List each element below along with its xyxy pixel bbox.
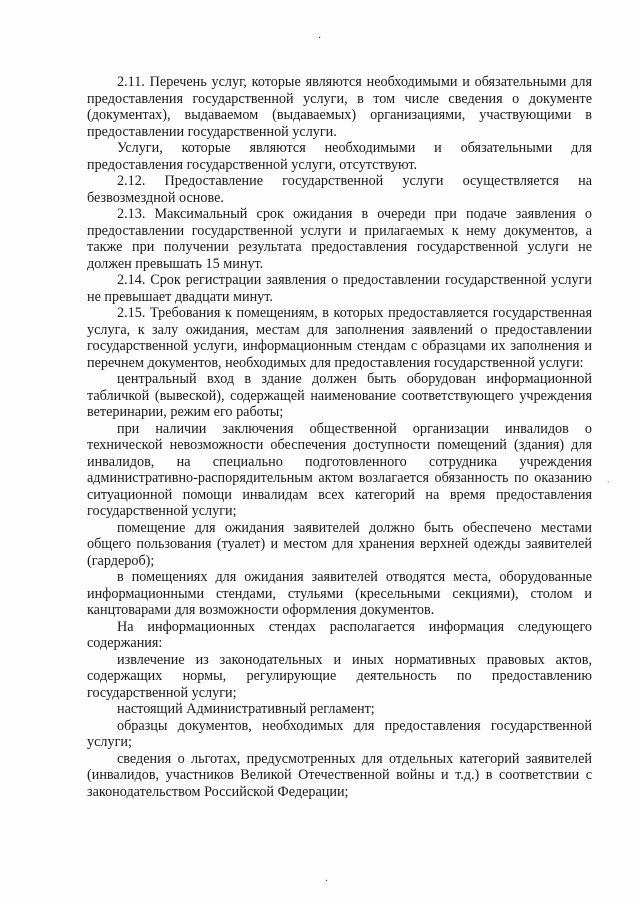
paragraph-2-12: 2.12. Предоставление государственной услуги осуществляется на безвозмездной основе. [87,173,592,206]
paragraph-waiting-equipment: в помещениях для ожидания заявителей отводятся места, оборудованные информационными стендами, стульями (кресельными секциями), столом и канцтоварами для возможности оформления документов. [87,569,592,618]
paragraph-2-15: 2.15. Требования к помещениям, в которых предоставляется государственная услуга, к залу ожидания, местам для заполнения заявлений о предоставлении государственной услуги, информационным стендам с образцами их заполнения и перечнем документов, необходимых для предоставления государственной услуги: [87,305,592,371]
paragraph-services-absent: Услуги, которые являются необходимыми и обязательными для предоставления государственной услуги, отсутствуют. [87,140,592,173]
paragraph-disabled-access: при наличии заключения общественной организации инвалидов о технической невозможности обеспечения доступности помещений (здания) для инвалидов, на специально подготовленного сотрудника учреждения административно-распорядительным актом возлагается обязанность по оказанию ситуационной помощи инвалидам всех категорий на время предоставления государственной услуги; [87,420,592,519]
scan-dot-mark: · [318,33,322,44]
paragraph-document-samples: образцы документов, необходимых для предоставления государственной услуги; [87,717,592,750]
paragraph-waiting-room: помещение для ожидания заявителей должно быть обеспечено местами общего пользования (туалет) и местом для хранения верхней одежды заявителей (гардероб); [87,519,592,569]
paragraph-2-13: 2.13. Максимальный срок ожидания в очереди при подаче заявления о предоставлении государственной услуги и прилагаемых к нему документов, а также при получении результата предоставления государственной услуги не должен превышать 15 минут. [87,206,592,272]
paragraph-2-11: 2.11. Перечень услуг, которые являются необходимыми и обязательными для предоставления государственной услуги, в том числе сведения о документе (документах), выдаваемом (выдаваемых) организациями, участвующими в предоставлении государственной услуги. [87,74,592,140]
scan-dot-mark: · [607,478,610,487]
paragraph-info-stands: На информационных стендах располагается информация следующего содержания: [87,618,592,651]
paragraph-central-entrance: центральный вход в здание должен быть оборудован информационной табличкой (вывеской), содержащей наименование соответствующего учреждения ветеринарии, режим его работы; [87,371,592,420]
paragraph-regulation: настоящий Административный регламент; [117,701,375,717]
paragraph-benefits: сведения о льготах, предусмотренных для отдельных категорий заявителей (инвалидов, участников Великой Отечественной войны и т.д.) в соответствии с законодательством Российской Федерации; [87,750,592,800]
scan-dot-mark: · [325,876,329,887]
document-body [87,74,592,800]
paragraph-2-14: 2.14. Срок регистрации заявления о предоставлении государственной услуги не превышает двадцати минут. [87,272,592,305]
paragraph-legal-extracts: извлечение из законодательных и иных нормативных правовых актов, содержащих нормы, регулирующие деятельность по предоставлению государственной услуги; [87,651,592,701]
